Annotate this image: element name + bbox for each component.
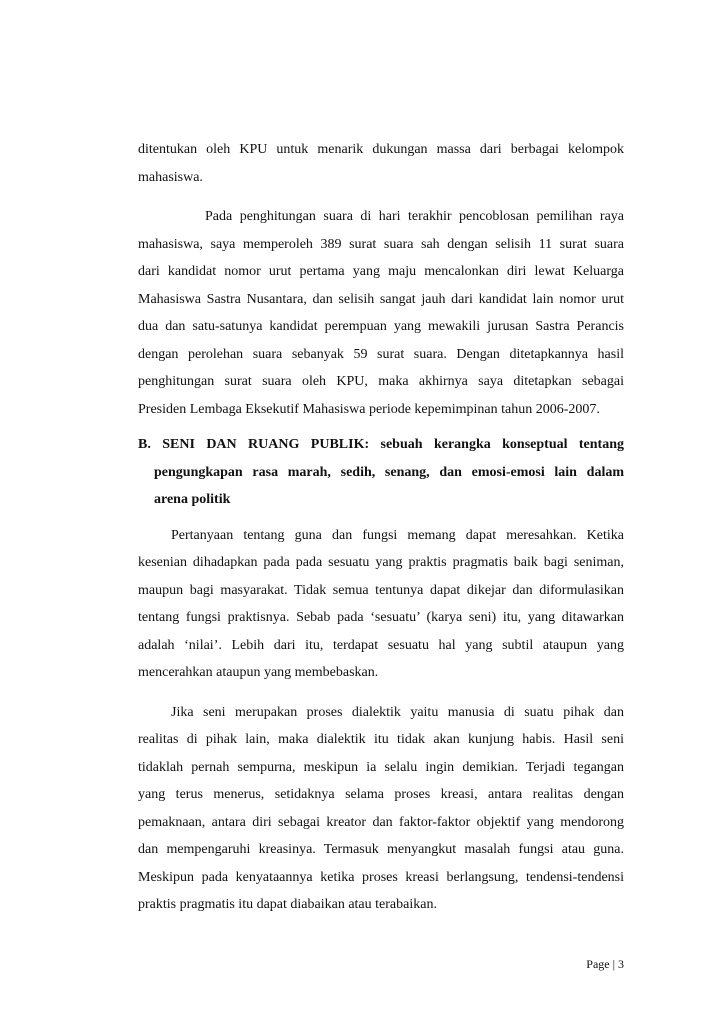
text-line: adalah ‘nilai’. Lebih dari itu, terdapat sesuatu hal yang subtil ataupun yang bbox=[138, 637, 624, 653]
text-line: Pada penghitungan suara di hari terakhir pencoblosan pemilihan raya bbox=[205, 209, 624, 224]
text-line: Mahasiswa Sastra Nusantara, dan selisih sangat jauh dari kandidat lain nomor urut bbox=[138, 291, 624, 307]
text-line: dengan perolehan suara sebanyak 59 surat suara. Dengan ditetapkannya hasil bbox=[138, 346, 624, 362]
text-line: mahasiswa. bbox=[138, 169, 203, 185]
text-line: ditentukan oleh KPU untuk menarik dukungan massa dari berbagai kelompok bbox=[138, 142, 624, 157]
document-body bbox=[138, 136, 624, 919]
text-line: penghitungan surat suara oleh KPU, maka akhirnya saya ditetapkan sebagai bbox=[138, 374, 624, 389]
text-line: dari kandidat nomor urut pertama yang maju mencalonkan diri lewat Keluarga bbox=[138, 264, 624, 279]
text-line: praktis pragmatis itu dapat diabaikan atau terabaikan. bbox=[138, 897, 437, 912]
paragraph-art-function bbox=[138, 522, 624, 687]
text-line: dan mempengaruhi kreasinya. Termasuk menyangkut masalah fungsi atau guna. bbox=[138, 842, 624, 857]
text-line: dua dan satu-satunya kandidat perempuan yang mewakili jurusan Sastra Perancis bbox=[138, 319, 624, 334]
text-line: yang terus menerus, setidaknya selama proses kreasi, antara realitas dengan bbox=[138, 787, 624, 802]
text-line: tidaklah pernah sempurna, meskipun ia selalu ingin demikian. Terjadi tegangan bbox=[138, 759, 624, 775]
heading-line: B. SENI DAN RUANG PUBLIK: sebuah kerangka konseptual tentang bbox=[138, 437, 624, 452]
text-line: tentang fungsi praktisnya. Sebab pada ‘sesuatu’ (karya seni) itu, yang ditawarkan bbox=[138, 610, 624, 625]
text-line: maupun bagi masyarakat. Tidak semua tentunya dapat dikejar dan diformulasikan bbox=[138, 582, 624, 598]
text-line: pemaknaan, antara diri sebagai kreator dan faktor-faktor objektif yang mendorong bbox=[138, 814, 624, 830]
page-number: Page | 3 bbox=[586, 957, 624, 971]
text-line: mahasiswa, saya memperoleh 389 surat suara sah dengan selisih 11 surat suara bbox=[138, 236, 624, 252]
section-heading bbox=[138, 431, 624, 514]
paragraph-dialectic bbox=[138, 699, 624, 919]
text-line: mencerahkan ataupun yang membebaskan. bbox=[138, 665, 379, 680]
text-line: Presiden Lembaga Eksekutif Mahasiswa periode kepemimpinan tahun 2006-2007. bbox=[138, 401, 600, 417]
heading-line: arena politik bbox=[154, 492, 231, 507]
text-line: Pertanyaan tentang guna dan fungsi memang dapat meresahkan. Ketika bbox=[171, 527, 624, 543]
text-line: kesenian dihadapkan pada pada sesuatu yang praktis pragmatis baik bagi seniman, bbox=[138, 555, 624, 570]
paragraph-continuation bbox=[138, 136, 624, 191]
text-line: realitas di pihak lain, maka dialektik itu tidak akan kunjung habis. Hasil seni bbox=[138, 732, 624, 747]
heading-line: pengungkapan rasa marah, sedih, senang, dan emosi-emosi lain dalam bbox=[154, 464, 624, 480]
text-line: Meskipun pada kenyataannya ketika proses kreasi berlangsung, tendensi-tendensi bbox=[138, 869, 624, 885]
paragraph-election-result bbox=[138, 203, 624, 423]
text-line: Jika seni merupakan proses dialektik yaitu manusia di suatu pihak dan bbox=[171, 704, 624, 720]
